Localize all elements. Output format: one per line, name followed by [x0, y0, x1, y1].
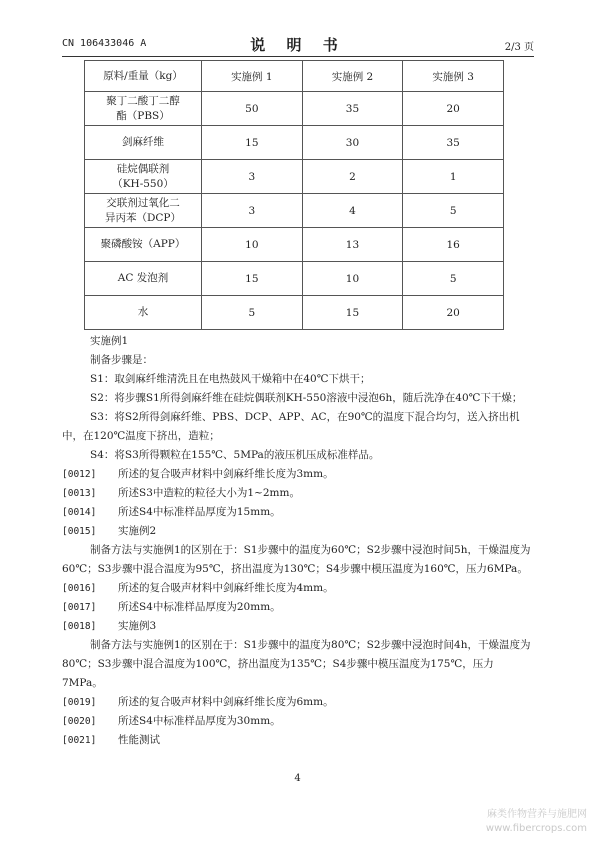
table-cell: 5 [202, 296, 303, 330]
material-name-cell [85, 296, 202, 330]
page-number: 4 [294, 773, 301, 784]
table-cell: 3 [202, 160, 303, 194]
table-row [85, 92, 504, 126]
section-heading: 实施例2 [118, 525, 157, 537]
watermark-line: www.fibercrops.com [485, 823, 587, 834]
composition-table [84, 60, 504, 330]
section-heading: 实施例3 [118, 620, 157, 632]
paragraph-number: [0012] [62, 469, 97, 480]
table-cell: 13 [302, 228, 403, 262]
table-cell: 5 [403, 262, 504, 296]
table-row [85, 160, 504, 194]
numbered-paragraph [62, 693, 534, 712]
table-cell: 3 [202, 194, 303, 228]
material-name-line: 酯（PBS） [116, 109, 170, 122]
step-s4: S4：将S3所得颗粒在155℃、5MPa的液压机压成标准样品。 [90, 449, 380, 461]
numbered-paragraph [62, 579, 534, 598]
table-cell: 10 [302, 262, 403, 296]
table-header-cell: 实施例 2 [302, 61, 403, 92]
table-cell: 20 [403, 296, 504, 330]
numbered-paragraph [62, 617, 534, 636]
table-cell: 15 [202, 126, 303, 160]
numbered-paragraph [62, 522, 534, 541]
material-name-line: 剑麻纤维 [122, 136, 164, 148]
material-name-cell [85, 228, 202, 262]
material-name-line: AC 发泡剂 [117, 272, 169, 284]
table-header-cell: 实施例 3 [403, 61, 504, 92]
section-heading: 性能测试 [118, 734, 160, 746]
table-cell: 4 [302, 194, 403, 228]
numbered-paragraph [62, 484, 534, 503]
paragraph-text: 所述S3中造粒的粒径大小为1~2mm。 [118, 487, 300, 499]
material-name-cell [85, 126, 202, 160]
table-cell: 35 [302, 92, 403, 126]
table-cell: 30 [302, 126, 403, 160]
step-s1: S1：取剑麻纤维清洗且在电热鼓风干燥箱中在40℃下烘干； [90, 373, 371, 385]
paragraph: 制备方法与实施例1的区别在于：S1步骤中的温度为80℃；S2步骤中浸泡时间4h，干燥温度为80℃；S3步骤中混合温度为100℃，挤出温度为135℃；S4步骤中模压温度为175℃，压力7MPa。 [62, 639, 531, 689]
page-indicator: 2/3 页 [504, 42, 534, 53]
paragraph-text: 所述S4中标准样品厚度为30mm。 [118, 715, 281, 727]
numbered-paragraph [62, 503, 534, 522]
table-header-cell: 原料/重量（kg） [85, 61, 202, 92]
table-row [85, 296, 504, 330]
material-name-cell [85, 160, 202, 194]
paragraph-number: [0013] [62, 488, 97, 499]
material-name-line: 硅烷偶联剂 [116, 162, 170, 175]
page-header [62, 34, 534, 57]
paragraph-text: 所述的复合吸声材料中剑麻纤维长度为4mm。 [118, 582, 334, 594]
paragraph-text: 所述S4中标准样品厚度为20mm。 [118, 601, 281, 613]
paragraph-number: [0015] [62, 526, 97, 537]
table-row [85, 228, 504, 262]
table-cell: 35 [403, 126, 504, 160]
material-name-line: （KH-550） [112, 177, 174, 190]
table-header-cell: 实施例 1 [202, 61, 303, 92]
table-cell: 15 [302, 296, 403, 330]
table-row [85, 194, 504, 228]
table-cell: 2 [302, 160, 403, 194]
material-name-cell [85, 194, 202, 228]
watermark [486, 808, 587, 836]
material-name-cell [85, 262, 202, 296]
paragraph-text: 所述的复合吸声材料中剑麻纤维长度为6mm。 [118, 696, 334, 708]
table-cell: 16 [403, 228, 504, 262]
material-name-line: 交联剂过氧化二 [106, 196, 180, 209]
numbered-paragraph [62, 465, 534, 484]
paragraph-text: 所述的复合吸声材料中剑麻纤维长度为3mm。 [118, 468, 334, 480]
document-title: 说 明 书 [250, 36, 346, 54]
table-cell: 20 [403, 92, 504, 126]
material-name-line: 聚磷酸铵（APP） [100, 238, 186, 250]
material-name-line: 聚丁二酸丁二醇 [106, 94, 180, 107]
paragraph-number: [0016] [62, 583, 97, 594]
table-header-row [85, 61, 504, 92]
section-heading: 实施例1 [90, 335, 129, 347]
step-s2: S2：将步骤S1所得剑麻纤维在硅烷偶联剂KH-550溶液中浸泡6h，随后洗净在40℃下干燥； [90, 392, 523, 404]
material-name-line: 异丙苯（DCP） [104, 211, 182, 224]
numbered-paragraph [62, 598, 534, 617]
step-s3: S3：将S2所得剑麻纤维、PBS、DCP、APP、AC，在90℃的温度下混合均匀，送入挤出机中，在120℃温度下挤出，造粒； [62, 411, 520, 442]
paragraph-number: [0014] [62, 507, 97, 518]
numbered-paragraph [62, 712, 534, 731]
table-cell: 10 [202, 228, 303, 262]
document-body [62, 332, 534, 750]
paragraph-number: [0018] [62, 621, 97, 632]
paragraph-number: [0020] [62, 716, 97, 727]
paragraph-text: 所述S4中标准样品厚度为15mm。 [118, 506, 281, 518]
material-name-line: 水 [137, 306, 149, 318]
paragraph-number: [0017] [62, 602, 97, 613]
paragraph-number: [0019] [62, 697, 97, 708]
paragraph: 制备步骤是： [90, 354, 153, 366]
table-row [85, 262, 504, 296]
material-name-cell [85, 92, 202, 126]
patent-number: CN 106433046 A [62, 38, 147, 49]
paragraph: 制备方法与实施例1的区别在于：S1步骤中的温度为60℃；S2步骤中浸泡时间5h，干燥温度为60℃；S3步骤中混合温度为95℃，挤出温度为130℃；S4步骤中模压温度为160℃，压力6MPa。 [62, 544, 531, 575]
table-row [85, 126, 504, 160]
watermark-line: 麻类作物营养与施肥网 [487, 809, 587, 820]
numbered-paragraph [62, 731, 534, 750]
table-cell: 1 [403, 160, 504, 194]
table-cell: 15 [202, 262, 303, 296]
paragraph-number: [0021] [62, 735, 97, 746]
table-cell: 50 [202, 92, 303, 126]
table-cell: 5 [403, 194, 504, 228]
